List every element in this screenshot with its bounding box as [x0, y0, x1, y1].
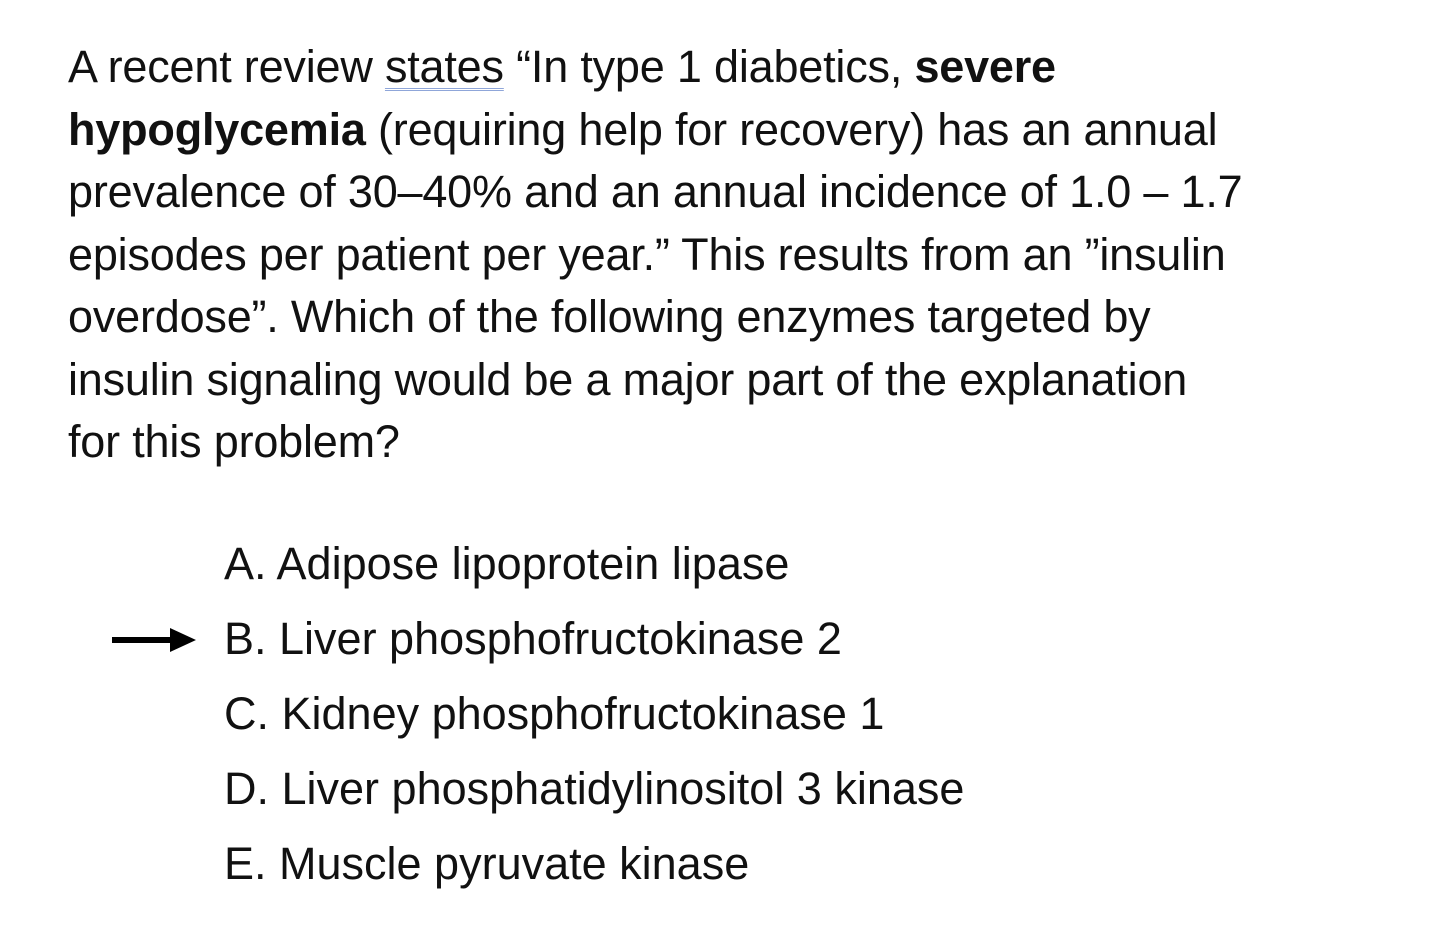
answer-option-c [0, 682, 1440, 757]
answer-option-label: E. Muscle pyruvate kinase [224, 838, 750, 889]
question-line-3: prevalence of 30–40% and an annual incidence of 1.0 – 1.7 [68, 166, 1243, 217]
bold-term: hypoglycemia [68, 103, 366, 155]
answer-options [0, 532, 1440, 907]
question-line-2 [68, 99, 1368, 162]
bold-term: severe [914, 41, 1056, 92]
question-line-7: for this problem? [68, 416, 400, 467]
question-line-5: overdose”. Which of the following enzymes targeted by [68, 291, 1151, 342]
answer-option-label: A. Adipose lipoprotein lipase [224, 538, 790, 589]
answer-option-d [0, 757, 1440, 832]
question-line-1 [68, 36, 1368, 99]
question-text-fragment: “In type 1 diabetics, [503, 41, 915, 92]
answer-option-b [0, 607, 1440, 682]
answer-option-label: B. Liver phosphofructokinase 2 [224, 613, 842, 664]
question-text-fragment: (requiring help for recovery) has an annual [365, 103, 1218, 155]
answer-option-a [0, 532, 1440, 607]
answer-option-label: D. Liver phosphatidylinositol 3 kinase [224, 763, 965, 814]
question-line-6: insulin signaling would be a major part of the explanation [68, 353, 1188, 405]
right-arrow-icon [112, 625, 196, 655]
question-text [68, 36, 1368, 474]
question-line-4: episodes per patient per year.” This results from an ”insulin [68, 228, 1226, 280]
spellcheck-underlined-word: states [384, 41, 504, 92]
answer-option-label: C. Kidney phosphofructokinase 1 [224, 688, 885, 739]
question-text-fragment: A recent review [68, 41, 385, 92]
answer-option-e [0, 832, 1440, 907]
